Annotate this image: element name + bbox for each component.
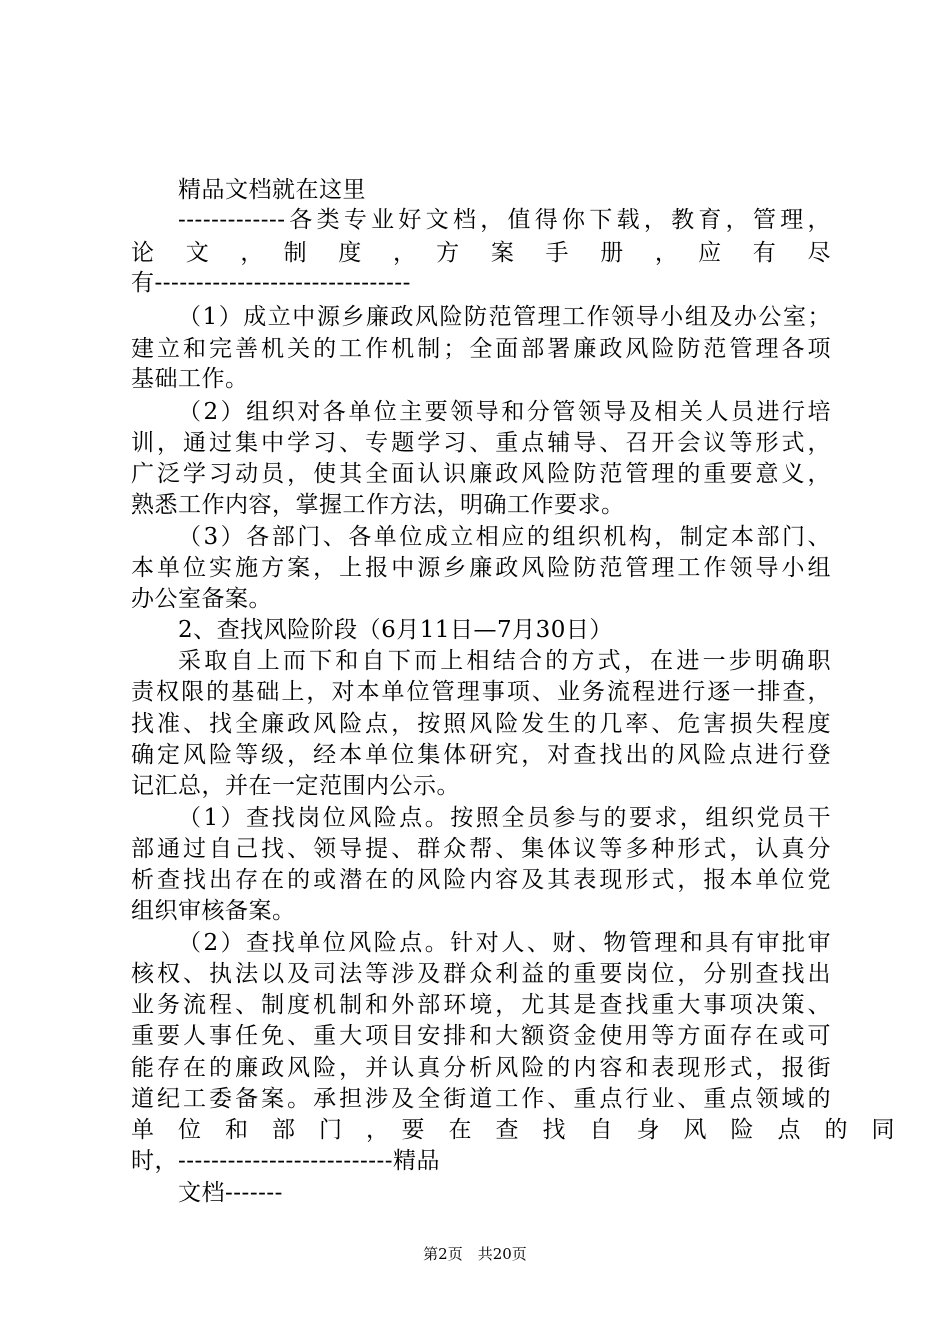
page-number-footer: 第2页 共20页 <box>423 1245 527 1263</box>
paragraph-line: 部通过自己找、领导提、群众帮、集体议等多种形式，认真分 <box>131 836 831 862</box>
paragraph-line: 业务流程、制度机制和外部环境，尤其是查找重大事项决策、 <box>131 992 831 1018</box>
paragraph-line: 时，--------------------------精品 <box>131 1148 441 1174</box>
paragraph-line: （2）查找单位风险点。针对人、财、物管理和具有审批审 <box>178 930 831 956</box>
paragraph-line: 文档------- <box>178 1180 283 1206</box>
paragraph-line: 熟悉工作内容，掌握工作方法，明确工作要求。 <box>131 492 625 518</box>
header-line-2: -------------各类专业好文档，值得你下载，教育，管理， <box>178 207 831 233</box>
paragraph-line: 单 位 和 部 门 ， 要 在 查 找 自 身 风 险 点 的 同 <box>131 1117 895 1143</box>
paragraph-line: （1）成立中源乡廉政风险防范管理工作领导小组及办公室； <box>178 304 831 330</box>
paragraph-line: 能存在的廉政风险，并认真分析风险的内容和表现形式，报街 <box>131 1055 831 1081</box>
paragraph-line: 办公室备案。 <box>131 586 272 612</box>
paragraph-line: （2）组织对各单位主要领导和分管领导及相关人员进行培 <box>178 399 831 425</box>
paragraph-line: 组织审核备案。 <box>131 898 296 924</box>
paragraph-line: 广泛学习动员，使其全面认识廉政风险防范管理的重要意义， <box>131 461 831 487</box>
paragraph-line: 找准、找全廉政风险点，按照风险发生的几率、危害损失程度 <box>131 711 831 737</box>
paragraph-line: 建立和完善机关的工作机制；全面部署廉政风险防范管理各项 <box>131 336 831 362</box>
paragraph-line: 析查找出存在的或潜在的风险内容及其表现形式，报本单位党 <box>131 867 831 893</box>
header-line-3: 论 文 ， 制 度 ， 方 案 手 册 ， 应 有 尽 <box>131 240 831 266</box>
paragraph-line: 采取自上而下和自下而上相结合的方式，在进一步明确职 <box>178 648 831 674</box>
paragraph-line: 责权限的基础上，对本单位管理事项、业务流程进行逐一排查， <box>131 679 831 705</box>
paragraph-line: 基础工作。 <box>131 366 249 392</box>
header-line-4: 有------------------------------- <box>131 270 411 296</box>
paragraph-line: 核权、执法以及司法等涉及群众利益的重要岗位，分别查找出 <box>131 961 831 987</box>
paragraph-line: 训，通过集中学习、专题学习、重点辅导、召开会议等形式， <box>131 430 831 456</box>
paragraph-line: （1）查找岗位风险点。按照全员参与的要求，组织党员干 <box>178 805 831 831</box>
paragraph-line: （3）各部门、各单位成立相应的组织机构，制定本部门、 <box>178 524 831 550</box>
paragraph-line: 重要人事任免、重大项目安排和大额资金使用等方面存在或可 <box>131 1023 831 1049</box>
paragraph-line: 本单位实施方案，上报中源乡廉政风险防范管理工作领导小组 <box>131 555 831 581</box>
paragraph-line: 确定风险等级，经本单位集体研究，对查找出的风险点进行登 <box>131 742 831 768</box>
section-heading: 2、查找风险阶段（6月11日—7月30日） <box>178 617 613 643</box>
paragraph-line: 记汇总，并在一定范围内公示。 <box>131 773 460 799</box>
paragraph-line: 道纪工委备案。承担涉及全街道工作、重点行业、重点领域的 <box>131 1086 831 1112</box>
header-line-1: 精品文档就在这里 <box>178 177 366 203</box>
